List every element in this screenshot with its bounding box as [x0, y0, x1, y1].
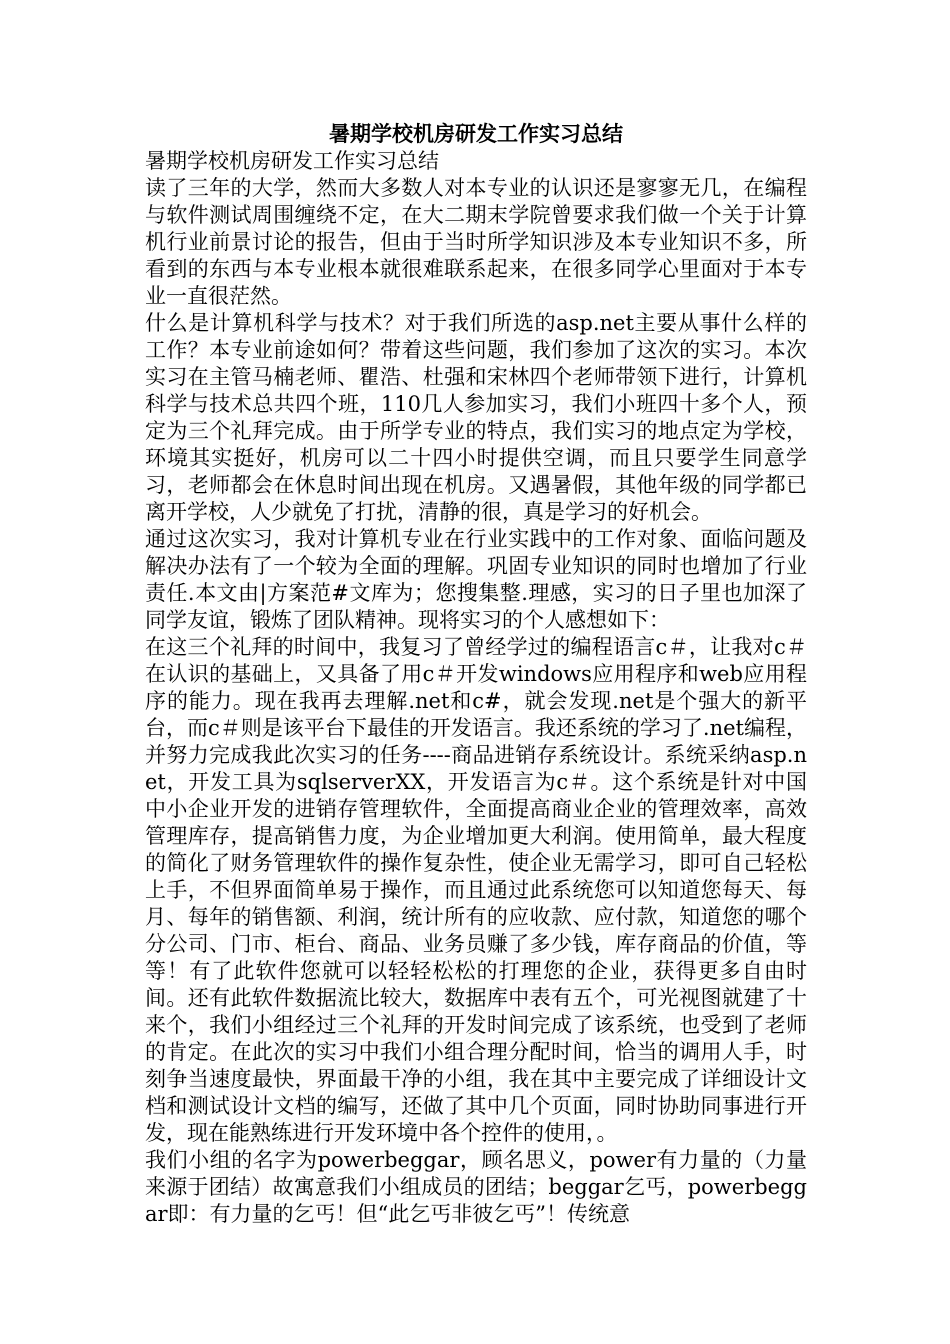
body-paragraph: 通过这次实习，我对计算机专业在行业实践中的工作对象、面临问题及解决办法有了一个较为全面的理解。巩固专业知识的同时也增加了行业责任.本文由|方案范#文库为；您搜集整.理感，实习的日子里也加深了同学友谊，锻炼了团队精神。现将实习的个人感想如下： — [145, 527, 807, 632]
body-paragraph: 什么是计算机科学与技术？对于我们所选的asp.net主要从事什么样的工作？本专业前途如何？带着这些问题，我们参加了这次的实习。本次实习在主管马楠老师、瞿浩、杜强和宋林四个老师带领下进行，计算机科学与技术总共四个班，110几人参加实习，我们小班四十多个人，预定为三个礼拜完成。由于所学专业的特点，我们实习的地点定为学校，环境其实挺好，机房可以二十四小时提供空调，而且只要学生同意学习，老师都会在休息时间出现在机房。又遇暑假，其他年级的同学都已离开学校，人少就免了打扰，清静的很，真是学习的好机会。 — [145, 311, 807, 524]
subtitle-paragraph: 暑期学校机房研发工作实习总结 — [145, 149, 439, 173]
document-page — [145, 120, 807, 1228]
body-paragraph: 在这三个礼拜的时间中，我复习了曾经学过的编程语言c＃，让我对c＃在认识的基础上，又具备了用c＃开发windows应用程序和web应用程序的能力。现在我再去理解.net和c#，就会发现.net是个强大的新平台，而c＃则是该平台下最佳的开发语言。我还系统的学习了.net编程，并努力完成我此次实习的任务----商品进销存系统设计。系统采纳asp.net，开发工具为sqlserverXX，开发语言为c＃。这个系统是针对中国中小企业开发的进销存管理软件，全面提高商业企业的管理效率，高效管理库存，提高销售力度，为企业增加更大利润。使用简单，最大程度的简化了财务管理软件的操作复杂性，使企业无需学习，即可自己轻松上手，不但界面简单易于操作，而且通过此系统您可以知道您每天、每月、每年的销售额、利润，统计所有的应收款、应付款，知道您的哪个分公司、门市、柜台、商品、业务员赚了多少钱，库存商品的价值，等等！有了此软件您就可以轻轻松松的打理您的企业，获得更多自由时间。还有此软件数据流比较大，数据库中表有五个，可光视图就建了十来个，我们小组经过三个礼拜的开发时间完成了该系统，也受到了老师的肯定。在此次的实习中我们小组合理分配时间，恰当的调用人手，时刻争当速度最快，界面最干净的小组，我在其中主要完成了详细设计文档和测试设计文档的编写，还做了其中几个页面，同时协助同事进行开发，现在能熟练进行开发环境中各个控件的使用，。 — [145, 635, 807, 1145]
body-paragraph: 我们小组的名字为powerbeggar，顾名思义，power有力量的（力量来源于团结）故寓意我们小组成员的团结；beggar乞丐，powerbeggar即：有力量的乞丐！但“此乞丐非彼乞丐”！传统意 — [145, 1148, 807, 1226]
document-title: 暑期学校机房研发工作实习总结 — [329, 121, 623, 146]
body-paragraph: 读了三年的大学，然而大多数人对本专业的认识还是寥寥无几，在编程与软件测试周围缠绕不定，在大二期末学院曾要求我们做一个关于计算机行业前景讨论的报告，但由于当时所学知识涉及本专业知识不多，所看到的东西与本专业根本就很难联系起来，在很多同学心里面对于本专业一直很茫然。 — [145, 176, 807, 308]
